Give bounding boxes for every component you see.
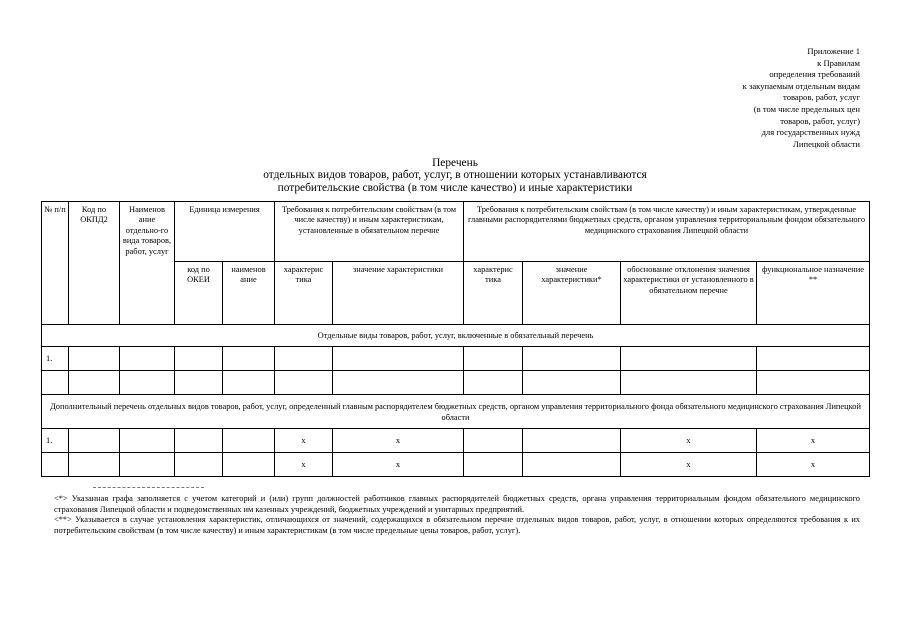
header-unit-name: наименов ание <box>223 262 275 325</box>
table-row <box>42 347 870 371</box>
mark-cell: x <box>275 429 333 453</box>
title-line: Перечень <box>432 157 478 169</box>
appendix-line: определения требований <box>769 69 860 80</box>
appendix-line: к Правилам <box>817 57 860 68</box>
header-characteristic: характерис тика <box>464 262 523 325</box>
mark-cell: x <box>757 429 870 453</box>
appendix-line: товаров, работ, услуг) <box>780 115 860 126</box>
header-okpd: Код по ОКПД2 <box>69 202 120 325</box>
header-unit: Единица измерения <box>175 202 275 262</box>
footnote-separator <box>93 487 204 488</box>
document-title <box>40 157 870 194</box>
header-value: значение характеристики <box>333 262 464 325</box>
section-title: Дополнительный перечень отдельных видов товаров, работ, услуг, определенный главным распорядителем бюджетных средств, органом управления территориального фонда обязательного медицинского страхования Липецкой области <box>42 395 870 429</box>
mark-cell: x <box>275 453 333 477</box>
table-row <box>42 429 870 453</box>
appendix-line: Приложение 1 <box>807 46 860 56</box>
footnote: <*> Указанная графа заполняется с учетом категорий и (или) групп должностей работников главных распорядителей бюджетных средств, органа управления территориальным фондом обязательного медицинского страхования Липецкой области и подведомственных им казенных учреждений, бюджетных учреждений и унитарных предприятий. <box>54 494 860 514</box>
appendix-line: (в том числе предельных цен <box>753 103 860 114</box>
title-line: отдельных видов товаров, работ, услуг, в отношении которых устанавливаются <box>263 169 647 182</box>
footnote: <**> Указывается в случае установления характеристик, отличающихся от значений, содержащихся в обязательном перечне отдельных видов товаров, работ, услуг, в отношении которых определяются требования к их потребительским свойствам (в том числе качеству) и иным характеристикам (в том числе предельные цены товаров, работ, услуг). <box>54 515 860 535</box>
header-okei: код по ОКЕИ <box>175 262 223 325</box>
mark-cell: x <box>333 429 464 453</box>
table-row <box>42 453 870 477</box>
mark-cell: x <box>757 453 870 477</box>
header-name: Наименов ание отдельно-го вида товаров, работ, услуг <box>120 202 175 325</box>
requirements-table <box>41 201 870 477</box>
title-line: потребительские свойства (в том числе качество) и иные характеристики <box>277 181 633 194</box>
section-title: Отдельные виды товаров, работ, услуг, включенные в обязательный перечень <box>42 325 870 347</box>
mark-cell: x <box>333 453 464 477</box>
appendix-line: для государственных нужд <box>761 127 860 138</box>
mark-cell: x <box>621 429 757 453</box>
row-number: 1. <box>42 429 69 453</box>
row-number: 1. <box>42 347 69 371</box>
header-characteristic: характерис тика <box>275 262 333 325</box>
appendix-note <box>660 46 860 150</box>
header-req-mandatory: Требования к потребительским свойствам (в том числе качеству) и иным характеристикам, установленные в обязательном перечне <box>275 202 464 262</box>
appendix-line: товаров, работ, услуг <box>783 92 860 103</box>
table-row <box>42 371 870 395</box>
appendix-line: Липецкой области <box>793 138 860 149</box>
header-justification: обоснование отклонения значения характеристики от установленного в обязательном перечне <box>621 262 757 325</box>
header-num: № п/п <box>42 202 69 325</box>
mark-cell: x <box>621 453 757 477</box>
header-value: значение характеристики* <box>523 262 621 325</box>
appendix-line: к закупаемым отдельным видам <box>742 80 860 91</box>
header-purpose: функциональное назначение ** <box>757 262 870 325</box>
header-req-approved: Требования к потребительским свойствам (в том числе качеству) и иным характеристикам, утвержденные главными распорядителями бюджетных средств, органом управления территориальным фондом обязательного медицинского страхования Липецкой области <box>464 202 870 262</box>
footnotes <box>54 494 860 536</box>
